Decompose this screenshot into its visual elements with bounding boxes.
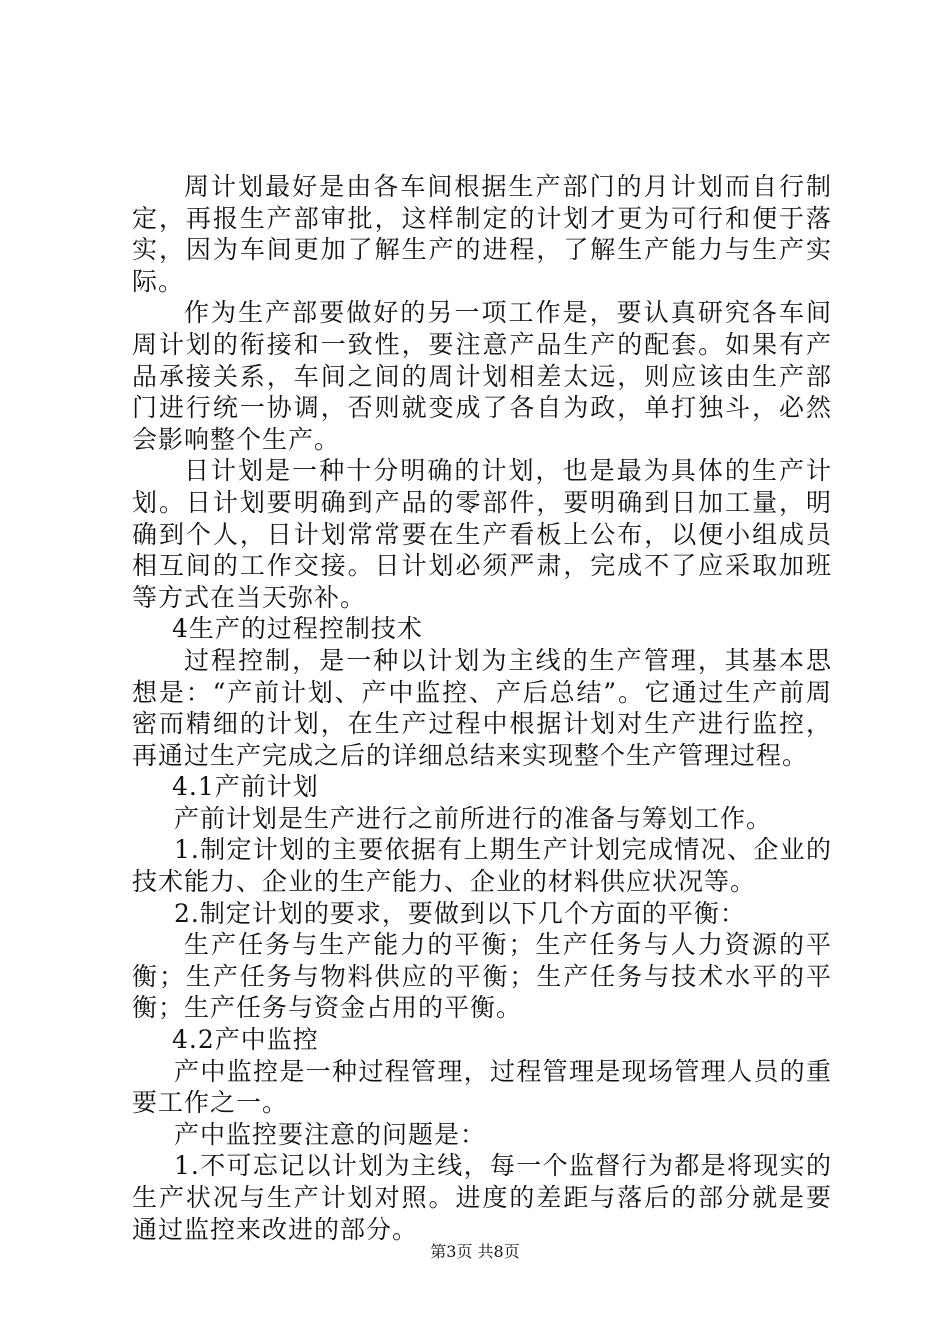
list-item-plan-basis: 1.制定计划的主要依据有上期生产计划完成情况、企业的技术能力、企业的生产能力、企业的材料供应状况等。 — [132, 835, 832, 897]
section-heading-process-control: 4生产的过程控制技术 — [172, 614, 423, 644]
paragraph-process-control: 过程控制，是一种以计划为主线的生产管理，其基本思想是：“产前计划、产中监控、产后总结”。它通过生产前周密而精细的计划，在生产过程中根据计划对生产进行监控，再通过生产完成之后的详细总结来实现整个生产管理过程。 — [132, 645, 832, 770]
list-item-follow-plan: 1.不可忘记以计划为主线，每一个监督行为都是将现实的生产状况与生产计划对照。进度的差距与落后的部分就是要通过监控来改进的部分。 — [132, 1151, 832, 1244]
document-body — [132, 171, 832, 1245]
section-heading-in-production-monitoring: 4.2产中监控 — [172, 1025, 319, 1055]
paragraph-monitoring-issues: 产中监控要注意的问题是： — [174, 1119, 487, 1149]
paragraph-pre-production-definition: 产前计划是生产进行之前所进行的准备与筹划工作。 — [174, 803, 773, 833]
page-number-footer: 第3页 共8页 — [430, 1242, 520, 1261]
paragraph-balances: 生产任务与生产能力的平衡；生产任务与人力资源的平衡；生产任务与物料供应的平衡；生产任务与技术水平的平衡；生产任务与资金占用的平衡。 — [132, 930, 832, 1023]
paragraph-weekly-plan: 周计划最好是由各车间根据生产部门的月计划而自行制定，再报生产部审批，这样制定的计划才更为可行和便于落实，因为车间更加了解生产的进程，了解生产能力与生产实际。 — [132, 172, 832, 296]
paragraph-production-coordination: 作为生产部要做好的另一项工作是，要认真研究各车间周计划的衔接和一致性，要注意产品生产的配套。如果有产品承接关系，车间之间的周计划相差太远，则应该由生产部门进行统一协调，否则就变成了各自为政，单打独斗，必然会影响整个生产。 — [132, 298, 832, 454]
paragraph-monitoring-definition: 产中监控是一种过程管理，过程管理是现场管理人员的重要工作之一。 — [132, 1056, 832, 1118]
section-heading-pre-production-plan: 4.1产前计划 — [172, 772, 319, 802]
paragraph-daily-plan: 日计划是一种十分明确的计划，也是最为具体的生产计划。日计划要明确到产品的零部件，要明确到日加工量，明确到个人，日计划常常要在生产看板上公布，以便小组成员相互间的工作交接。日计划必须严肃，完成不了应采取加班等方式在当天弥补。 — [132, 456, 832, 612]
list-item-plan-requirements: 2.制定计划的要求，要做到以下几个方面的平衡： — [174, 898, 746, 928]
